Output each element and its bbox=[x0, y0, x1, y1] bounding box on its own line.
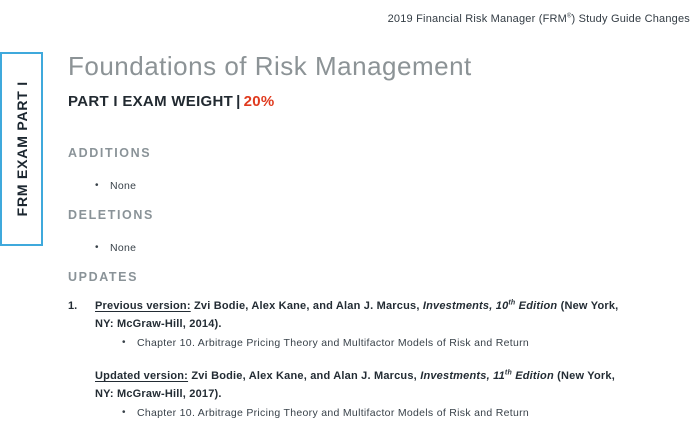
chapter-list-item bbox=[95, 406, 654, 420]
sidebar-tab-frm-exam-part-1 bbox=[0, 52, 43, 246]
main-content bbox=[68, 50, 654, 420]
doc-header-title-suffix: ) Study Guide Changes bbox=[571, 13, 690, 25]
list-item-text: None bbox=[110, 180, 137, 192]
exam-weight-value: 20% bbox=[243, 93, 275, 110]
chapter-text: Chapter 10. Arbitrage Pricing Theory and Multifactor Models of Risk and Return bbox=[137, 407, 530, 419]
citation-label: Updated version: bbox=[95, 370, 189, 382]
bullet-icon: • bbox=[122, 337, 126, 348]
section-heading-updates: UPDATES bbox=[68, 270, 139, 284]
exam-weight-label: PART I EXAM WEIGHT bbox=[68, 93, 234, 110]
doc-header bbox=[388, 13, 690, 25]
section-heading-deletions: DELETIONS bbox=[68, 208, 154, 222]
citation-publisher: (New York, NY: McGraw-Hill, 2017). bbox=[95, 370, 615, 400]
sidebar-tab-label: FRM EXAM PART I bbox=[13, 81, 30, 217]
citation-edition-word: Edition bbox=[511, 370, 554, 382]
citation-work-title: Investments, 11 bbox=[420, 370, 505, 382]
page-title: Foundations of Risk Management bbox=[68, 51, 472, 81]
section-heading-additions: ADDITIONS bbox=[68, 146, 152, 160]
updates-item-1 bbox=[68, 298, 654, 420]
chapter-list-item bbox=[95, 336, 654, 350]
citation-edition-ordinal: th bbox=[504, 369, 512, 377]
bullet-icon: • bbox=[95, 180, 99, 191]
registered-trademark-icon: ® bbox=[567, 13, 572, 20]
citation-edition-ordinal: th bbox=[508, 299, 516, 307]
exam-weight bbox=[68, 92, 654, 112]
citation-authors: Zvi Bodie, Alex Kane, and Alan J. Marcus, bbox=[188, 370, 421, 382]
citation-previous-version bbox=[95, 298, 627, 333]
bullet-icon: • bbox=[122, 407, 126, 418]
exam-weight-separator: | bbox=[236, 93, 241, 110]
citation-edition-word: Edition bbox=[515, 300, 558, 312]
citation-label: Previous version: bbox=[95, 300, 191, 312]
chapter-text: Chapter 10. Arbitrage Pricing Theory and Multifactor Models of Risk and Return bbox=[137, 337, 530, 349]
citation-publisher: (New York, NY: McGraw-Hill, 2014). bbox=[95, 300, 619, 330]
bullet-icon: • bbox=[95, 242, 99, 253]
list-item-text: None bbox=[110, 242, 137, 254]
list-item-deletions-none bbox=[68, 241, 654, 255]
updated-version-block bbox=[95, 368, 654, 420]
doc-header-title-prefix: 2019 Financial Risk Manager (FRM bbox=[387, 13, 568, 25]
list-item-additions-none bbox=[68, 179, 654, 193]
citation-work-title: Investments, 10 bbox=[422, 300, 509, 312]
citation-updated-version bbox=[95, 368, 627, 403]
citation-authors: Zvi Bodie, Alex Kane, and Alan J. Marcus, bbox=[190, 300, 423, 312]
updates-item-number: 1. bbox=[68, 300, 78, 312]
